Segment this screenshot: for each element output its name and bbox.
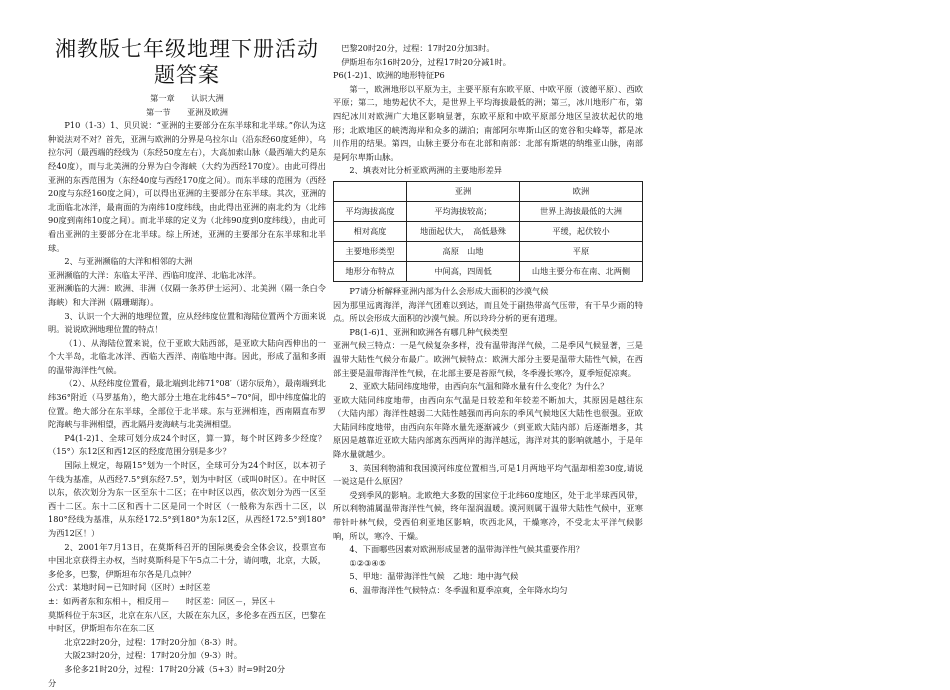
- paragraph: 北京22时20分，过程：17时20分加（8-3）时。: [64, 636, 243, 647]
- chapter-heading: 第一章 认识大洲: [150, 93, 224, 103]
- table-cell: 平原: [520, 241, 643, 261]
- paragraph: P4(1-2)1、全球可划分成24个时区，算一算，每个时区跨多少经度？（15°）东12区和西12区的经度范围分别是多少？: [48, 432, 326, 457]
- table-row: [334, 261, 643, 281]
- paragraph: 大阪23时20分，过程：17时20分加（9-3）时。: [64, 650, 243, 661]
- paragraph: P10（1-3）1、贝贝说：“亚洲的主要部分在东半球和北半球。”你认为这种说法对不对？首先，亚洲与欧洲的分界是乌拉尔山（沿东经60度延伸），乌拉尔河（最西端的经线为（东经50度左右），大高加索山脉（最西端大约是东经40度），而与北美洲的分界为白令海峡（大约为西经170度）。由此可得出亚洲的东西范围为（东经40度与西经170度之间）。而东半球的范围为（西经20度与东经160度之间），可以得出亚洲的主要部分在东半球。其次，亚洲的北面临北冰洋，最南面的为南纬10度纬线，由此得出亚洲的南北约为（北纬90度到南纬10度之间）。而北半球的定义为（北纬90度到0度纬线），由此可看出亚洲的主要部分在北半球。综上所述，亚洲的主要部分在东半球和北半球。: [48, 120, 326, 253]
- document-title: 湘教版七年级地理下册活动题答案: [55, 37, 319, 87]
- paragraph: 亚欧大陆同纬度地带，由西向东气温是日较差和年较差不断加大，其原因是越往东（大陆内部）海洋性越弱二大陆性越强而再向东的季风气候地区大陆性也很强。亚欧大陆同纬度地带，由西向东年降水量先逐渐减少（到亚欧大陆内部）后逐渐增多，其原因是越靠近亚欧大陆内部离东西两岸的海洋越远，海洋对其的影响就越小，于是年降水量就越少。: [333, 394, 643, 460]
- paragraph: 3、认识一个大洲的地理位置，应从经纬度位置和海陆位置两个方面来说明。说说欧洲地理位置的特点！: [48, 310, 326, 335]
- table-header-row: [334, 181, 643, 201]
- paragraph: （1）、从海陆位置来说，位于亚欧大陆西部，是亚欧大陆向西伸出的一个大半岛，北临北冰洋、西临大西洋、南临地中海。因此，形成了温和多雨的温带海洋性气候。: [48, 337, 326, 375]
- paragraph: 3、英国利物浦和我国漠河纬度位置相当,可是1月两地平均气温却相差30度,请说一说这是什么原因？: [333, 462, 643, 487]
- paragraph: ①②③④⑤: [349, 557, 387, 568]
- table-cell: 平均海拔高度: [334, 201, 407, 221]
- paragraph: 2、填表对比分析亚欧两洲的主要地形差异: [349, 165, 502, 176]
- paragraph: 亚洲气候三特点：一是气候复杂多样，没有温带海洋气候，二是季风气候显著，三是温带大陆性气候分布最广。欧洲气候特点：欧洲大部分主要是温带大陆性气候，在西部主要是温带海洋性气候，在北部主要是苔原气候，冬季漫长寒冷，夏季短促凉爽。: [333, 340, 643, 378]
- paragraph: 亚洲濒临的大洲：欧洲、非洲（仅隔一条苏伊士运河）、北美洲（隔一条白令海峡）和大洋洲（隔珊瑚海）。: [48, 283, 326, 307]
- paragraph: 莫斯科位于东3区，北京在东八区，大阪在东九区，多伦多在西五区，巴黎在中时区，伊斯坦布尔在东二区: [48, 609, 326, 634]
- table-row: [334, 241, 643, 261]
- left-column: [48, 0, 326, 690]
- paragraph: P6(1-2)1、欧洲的地形特征P6: [333, 70, 445, 81]
- paragraph: 分: [48, 677, 57, 688]
- right-column: [333, 42, 643, 598]
- table-cell: 亚洲: [407, 181, 520, 201]
- paragraph: 受到季风的影响。北欧绝大多数的国家位于北纬60度地区，处于北半球西风带，所以利物浦属温带海洋性气候，终年湿润温暖。漠河则属于温带大陆性气候中，亚寒带针叶林气候，受西伯利亚地区影响，吹西北风，干燥寒冷，不受北太平洋气候影响，所以，寒冷、干燥。: [333, 489, 643, 541]
- table-cell: 平缓，起伏较小: [520, 221, 643, 241]
- table-cell: 地形分布特点: [334, 261, 407, 281]
- table-cell: 中间高，四周低: [407, 261, 520, 281]
- paragraph: 伊斯坦布尔16时20分，过程17时20分减1时。: [341, 56, 511, 67]
- table-cell: 高原 山地: [407, 241, 520, 261]
- table-cell: 平均海拔较高；: [407, 201, 520, 221]
- paragraph: 2、与亚洲濒临的大洋和相邻的大洲: [64, 256, 193, 267]
- paragraph: P7请分析解释亚洲内部为什么会形成大面积的沙漠气候: [349, 285, 549, 296]
- paragraph: 国际上规定，每隔15°划为一个时区，全球可分为24个时区，以本初子午线为基准，从西经7.5°到东经7.5°，划为中时区（或叫0时区）。在中时区以东，依次划分为东一区至东十二区；在中时区以西，依次划分为西一区至西十二区。东十二区和西十二区是同一个时区（一般称为东西十二区，以180°经线为基准，从东经172.5°到180°为东12区，从西经172.5°到180°为西12区！）: [48, 460, 326, 538]
- paragraph: 6、温带海洋性气候特点：冬季温和夏季凉爽，全年降水均匀: [349, 585, 568, 595]
- table-cell: [334, 181, 407, 201]
- table-cell: 山地主要分布在南、北两侧: [520, 261, 643, 281]
- paragraph: 公式：某地时间＝已知时间（区时）±时区差: [48, 582, 211, 593]
- paragraph: P8(1-6)1、亚洲和欧洲各有哪几种气候类型: [349, 326, 508, 337]
- paragraph: 亚洲濒临的大洋：东临太平洋、西临印度洋、北临北冰洋。: [48, 269, 261, 280]
- table-cell: 世界上海拔最低的大洲: [520, 201, 643, 221]
- paragraph: 2、亚欧大陆同纬度地带，由西向东气温和降水量有什么变化？为什么？: [349, 381, 609, 392]
- comparison-table: [333, 181, 643, 282]
- table-cell: 主要地形类型: [334, 241, 407, 261]
- paragraph: 2、2001年7月13日，在莫斯科召开的国际奥委会全体会议，投票宣布中国北京获得主办权，当时莫斯科是下午5点二十分，请问哦，北京，大阪，多伦多，巴黎，伊斯坦布尔各是几点钟？: [48, 541, 326, 579]
- paragraph: 4、下面哪些因素对欧洲形成显著的温带海洋性气候其重要作用？: [349, 544, 584, 555]
- table-cell: 地面起伏大， 高低悬殊: [407, 221, 520, 241]
- table-row: [334, 201, 643, 221]
- paragraph: ±：如两者东和东相＋，相反用－ 时区差：同区－，异区＋: [48, 595, 276, 606]
- paragraph: （2）、从经纬度位置看，最北端到北纬71°08′（诺尔辰角），最南端到北纬36°附近（马罗基角），绝大部分土地在北纬45°~70°间，即中纬度偏北的位置。绝大部分在东半球，全部位于北半球。东与亚洲相连，西南隔直布罗陀海峡与非洲相望，西北隔丹麦海峡与北美洲相望。: [48, 378, 326, 430]
- paragraph: 第一，欧洲地形以平原为主，主要平原有东欧平原、中欧平原（波德平原）、西欧平原；第二，地势起伏不大，是世界上平均海拔最低的洲；第三，冰川地形广布，第四纪冰川对欧洲广大地区影响显著，东欧平原和中欧平原部分地区呈波状起伏的地形；北欧地区的峡湾海岸和众多的湖泊；南部阿尔卑斯山区的宽谷和尖峰等，都是冰川作用的结果。第四，山脉主要分布在北部和南部：北部有斯堪的纳维亚山脉，南部是阿尔卑斯山脉。: [333, 83, 643, 162]
- paragraph: 巴黎20时20分，过程：17时20分加3时。: [341, 43, 495, 53]
- paragraph: 5、甲地：温带海洋性气候 乙地：地中海气候: [349, 571, 519, 582]
- table-cell: 相对高度: [334, 221, 407, 241]
- table-cell: 欧洲: [520, 181, 643, 201]
- paragraph: 多伦多21时20分，过程：17时20分减（5+3）时=9时20分: [64, 663, 286, 674]
- paragraph: 因为那里远离海洋，海洋气团难以到达，而且处于副热带高气压带，有干旱少雨的特点。所以会形成大面积的沙漠气候。所以玲玲分析的更有道理。: [333, 299, 643, 324]
- section-heading: 第一节 亚洲及欧洲: [146, 106, 228, 117]
- table-row: [334, 221, 643, 241]
